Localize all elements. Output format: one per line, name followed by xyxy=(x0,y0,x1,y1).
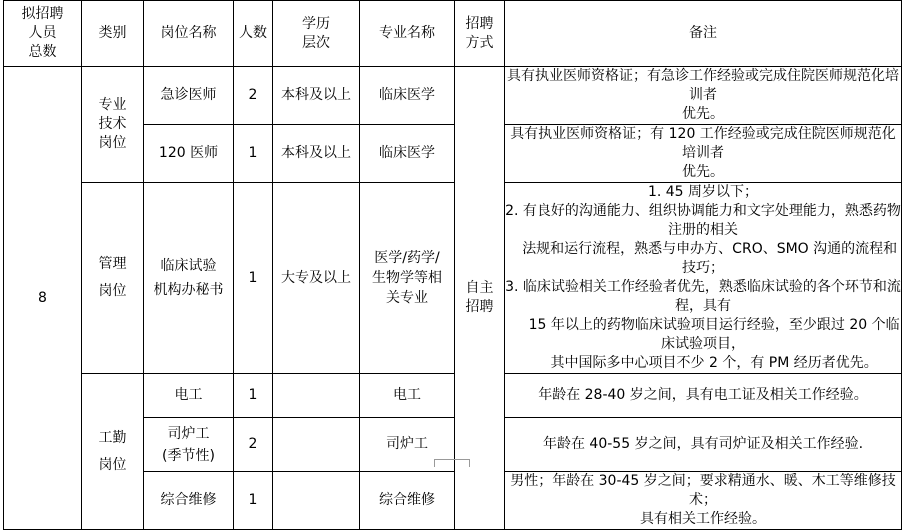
count-cell: 1 xyxy=(234,374,273,418)
education-cell xyxy=(273,472,360,530)
count-cell: 2 xyxy=(234,418,273,472)
education-cell xyxy=(273,418,360,472)
major-cell: 医学/药学/ 生物学等相 关专业 xyxy=(360,183,455,374)
education-cell xyxy=(273,374,360,418)
education-cell: 本科及以上 xyxy=(273,125,360,183)
table-row xyxy=(4,67,902,125)
major-cell: 综合维修 xyxy=(360,472,455,530)
header-method: 招聘 方式 xyxy=(455,1,505,67)
header-education: 学历 层次 xyxy=(273,1,360,67)
recruit-method-cell: 自主 招聘 xyxy=(455,67,505,530)
notes-cell: 1. 45 周岁以下； 2. 有良好的沟通能力、组织协调能力和文字处理能力，熟悉药物注册的相关 法规和运行流程，熟悉与申办方、CRO、SMO 沟通的流程和技巧； 3. 临床试验相关工作经验者优先，熟悉临床试验的各个环节和流程，具有 15 年以上的药物临床试验项目运行经验，至少跟过 20 个临床试验项目， 其中国际多中心项目不少 2 个，有 PM 经历者优先。 xyxy=(505,183,902,374)
position-cell: 电工 xyxy=(144,374,234,418)
header-total: 拟招聘 人员 总数 xyxy=(4,1,82,67)
header-count: 人数 xyxy=(234,1,273,67)
category-professional: 专业 技术 岗位 xyxy=(82,67,144,183)
education-cell: 大专及以上 xyxy=(273,183,360,374)
category-logistics: 工勤 岗位 xyxy=(82,374,144,530)
count-cell: 1 xyxy=(234,183,273,374)
notes-cell: 具有执业医师资格证；有急诊工作经验或完成住院医师规范化培训者 优先。 xyxy=(505,67,902,125)
major-cell: 临床医学 xyxy=(360,125,455,183)
major-cell: 临床医学 xyxy=(360,67,455,125)
header-category: 类别 xyxy=(82,1,144,67)
header-major: 专业名称 xyxy=(360,1,455,67)
position-cell: 司炉工 (季节性) xyxy=(144,418,234,472)
education-cell: 本科及以上 xyxy=(273,67,360,125)
count-cell: 1 xyxy=(234,125,273,183)
major-cell: 司炉工 xyxy=(360,418,455,472)
notes-cell: 年龄在 40-55 岁之间，具有司炉证及相关工作经验. xyxy=(505,418,902,472)
notes-cell: 男性；年龄在 30-45 岁之间；要求精通水、暖、木工等维修技术； 具有相关工作经验。 xyxy=(505,472,902,530)
count-cell: 2 xyxy=(234,67,273,125)
total-count-cell: 8 xyxy=(4,67,82,530)
notes-cell: 具有执业医师资格证；有 120 工作经验或完成住院医师规范化培训者 优先。 xyxy=(505,125,902,183)
table-row xyxy=(4,374,902,418)
header-notes: 备注 xyxy=(505,1,902,67)
position-cell: 临床试验 机构办秘书 xyxy=(144,183,234,374)
notes-cell: 年龄在 28-40 岁之间，具有电工证及相关工作经验。 xyxy=(505,374,902,418)
count-cell: 1 xyxy=(234,472,273,530)
table-row xyxy=(4,183,902,374)
recruitment-table xyxy=(3,0,902,530)
header-row xyxy=(4,1,902,67)
position-cell: 急诊医师 xyxy=(144,67,234,125)
major-cell: 电工 xyxy=(360,374,455,418)
position-cell: 120 医师 xyxy=(144,125,234,183)
position-cell: 综合维修 xyxy=(144,472,234,530)
header-position: 岗位名称 xyxy=(144,1,234,67)
category-management: 管理 岗位 xyxy=(82,183,144,374)
